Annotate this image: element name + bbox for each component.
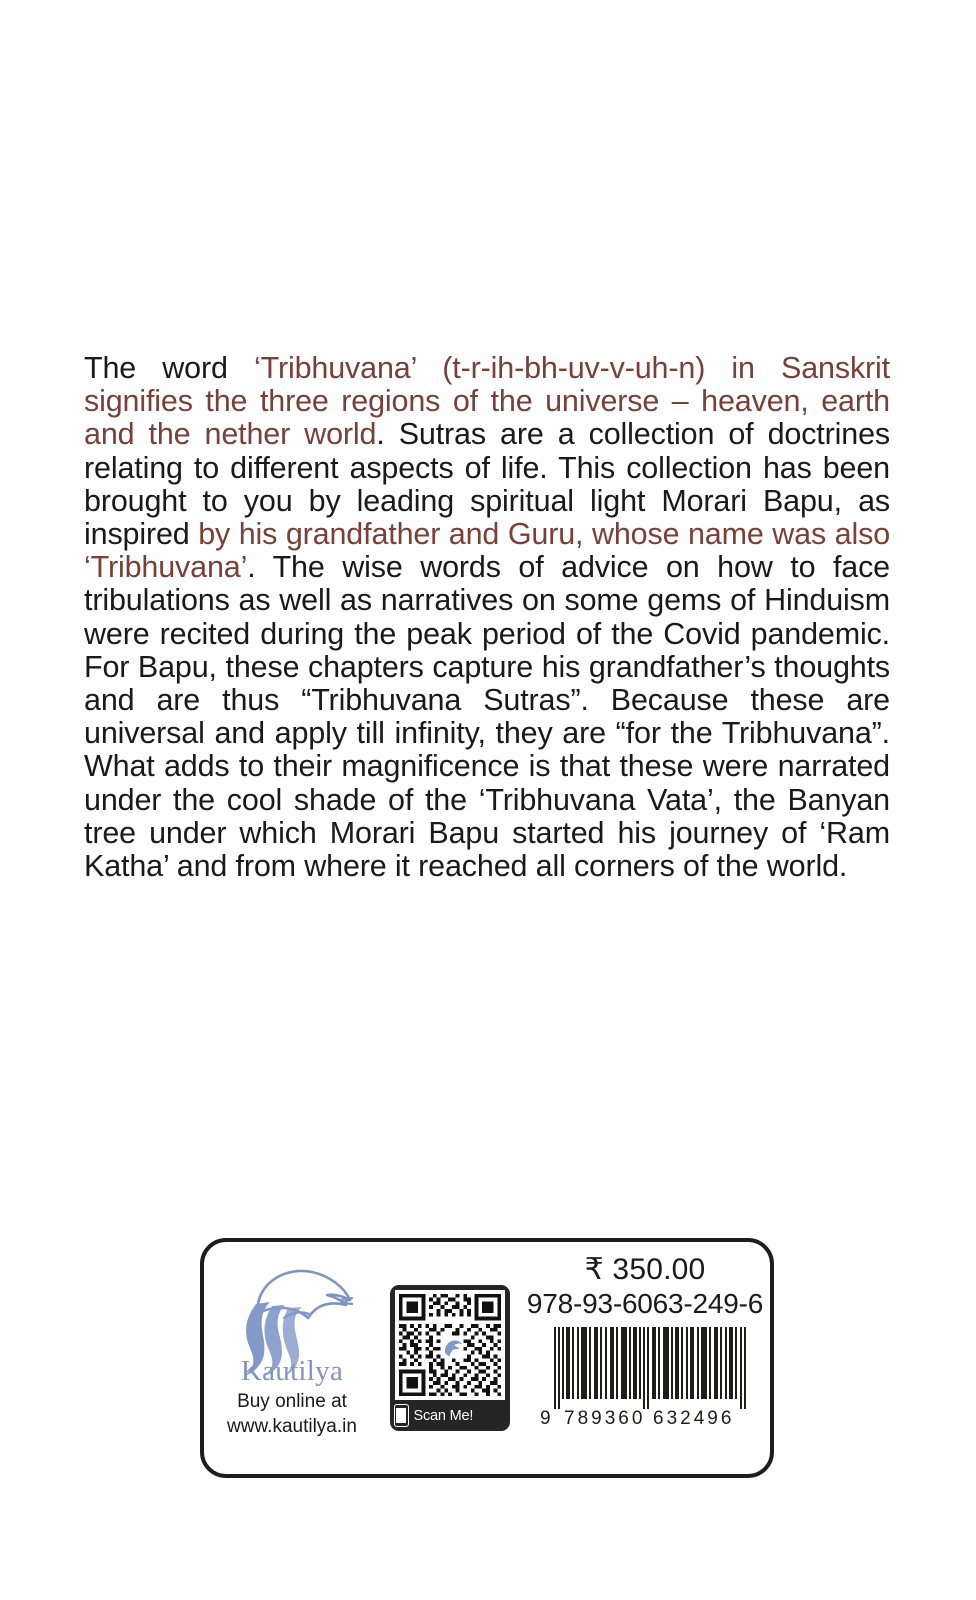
- ean13-barcode: [534, 1325, 756, 1427]
- scan-me-footer: [388, 1400, 508, 1431]
- barcode-column: [520, 1242, 770, 1474]
- publisher-website[interactable]: www.kautilya.in: [227, 1416, 357, 1437]
- publisher-wordmark: Kautilya: [240, 1355, 344, 1387]
- ean-left-digits: 789360: [564, 1407, 646, 1427]
- qr-column: [380, 1242, 520, 1474]
- qr-code-icon[interactable]: [395, 1290, 505, 1400]
- blurb-paragraph: [84, 352, 890, 883]
- blurb-segment-plain-3: . The wise words of advice on how to face tribulations as well as narratives on some gems of Hinduism were recited during the peak period of the Covid pandemic. For Bapu, these chapters capture his grandfather’s thoughts and are thus “Tribhuvana Sutras”. Because these are universal and apply till infinity, they are “for the Tribhuvana”. What adds to their magnificence is that these were narrated under the cool shade of the ‘Tribhuvana Vata’, the Banyan tree under which Morari Bapu started his journey of ‘Ram Katha’ and from where it reached all corners of the world.: [84, 550, 890, 884]
- blurb-segment-plain-2: . Sutras are a collection of doctrines relating to different aspects of life. This collection has been brought to you by leading spiritual light Morari Bapu, as inspired: [84, 417, 890, 552]
- ean-prefix-digit: 9: [540, 1407, 551, 1427]
- blurb-segment-plain-1: The word: [84, 351, 255, 385]
- kautilya-bird-head-logo-icon: [222, 1256, 362, 1388]
- scan-me-label: Scan Me!: [413, 1407, 474, 1424]
- buy-online-line-1: Buy online at: [237, 1391, 347, 1412]
- blurb-segment-accent-2: by his grandfather and Guru, whose name was also ‘Tribhuvana’: [84, 517, 891, 585]
- price-label: ₹ 350.00: [584, 1253, 706, 1286]
- mobile-phone-icon: [394, 1404, 409, 1427]
- blurb-segment-accent-1: ‘Tribhuvana’ (t-r-ih-bh-uv-v-uh-n) in Sanskrit signifies the three regions of the universe – heaven, earth and the nether world: [84, 351, 891, 452]
- ean-right-digits: 632496: [653, 1407, 735, 1427]
- publisher-info-box: [200, 1238, 774, 1478]
- publisher-column: [204, 1242, 380, 1474]
- back-cover-blurb: [84, 352, 890, 883]
- scan-me-card[interactable]: [390, 1285, 510, 1431]
- isbn-label: 978-93-6063-249-6: [526, 1287, 764, 1319]
